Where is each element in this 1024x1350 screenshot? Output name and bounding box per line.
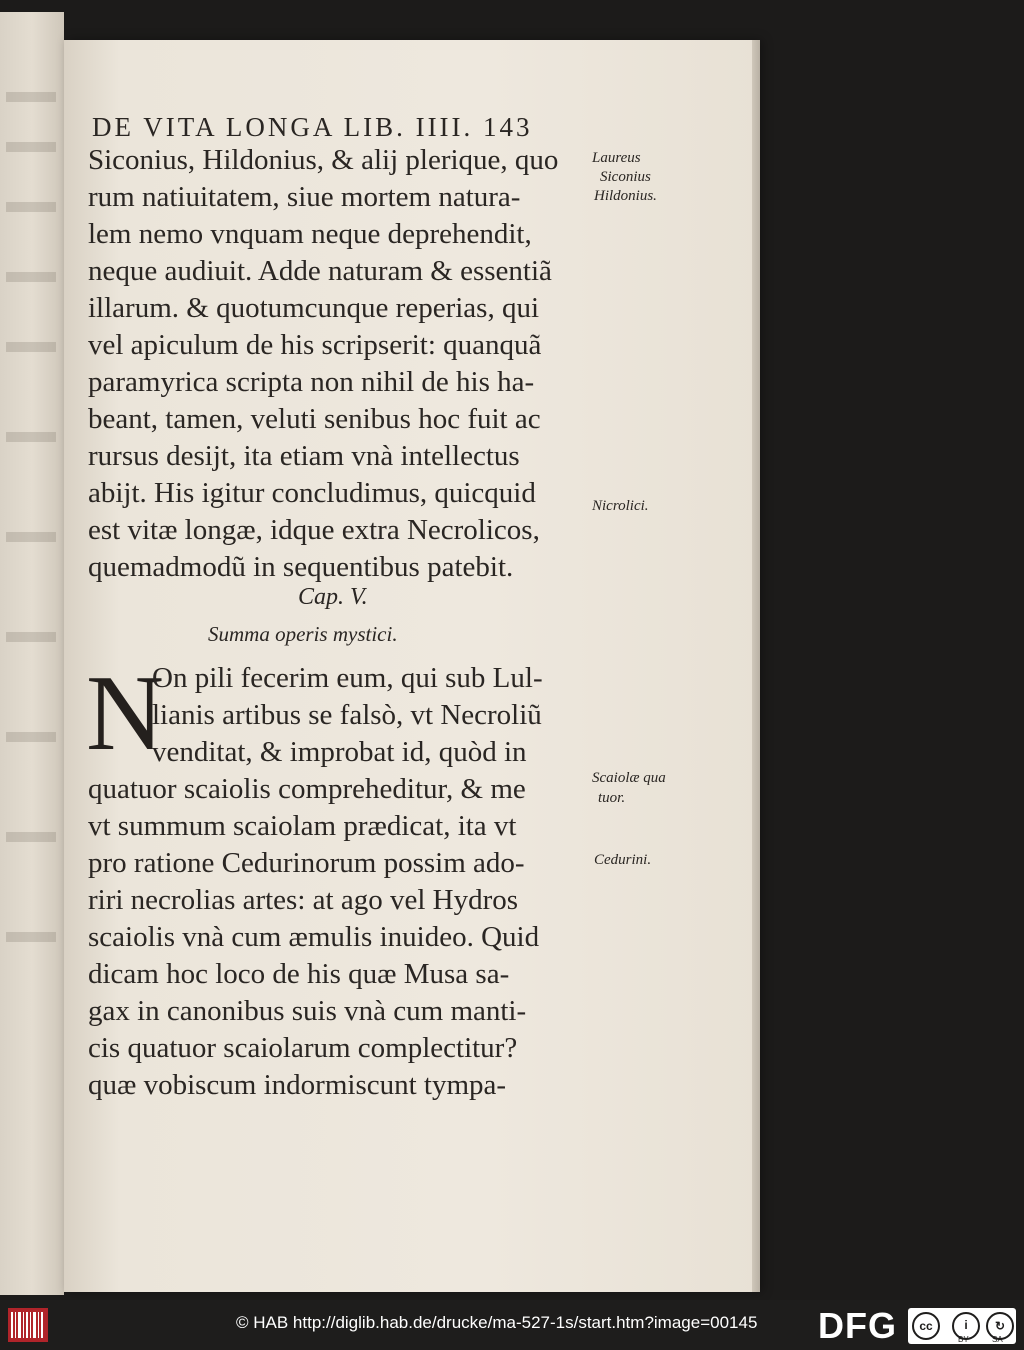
copyright-link[interactable]: © HAB http://diglib.hab.de/drucke/ma-527-1s/start.htm?image=00145 — [236, 1313, 758, 1332]
hab-barcode-icon — [8, 1308, 48, 1342]
page-edge — [752, 40, 760, 1292]
dfg-logo: DFG — [818, 1305, 897, 1346]
share-alike-icon: ↻ — [986, 1312, 1014, 1340]
margin-note-tuor: tuor. — [598, 790, 626, 806]
margin-note-hildonius: Hildonius. — [594, 188, 657, 204]
margin-note-cedurini: Cedurini. — [594, 852, 652, 868]
chapter-line: riri necrolias artes: at ago vel Hydros — [88, 884, 519, 916]
body-line: paramyrica scripta non nihil de his ha- — [88, 366, 535, 398]
running-head: DE VITA LONGA LIB. IIII. 143 — [92, 112, 533, 142]
chapter-line: venditat, & improbat id, quòd in — [152, 736, 527, 768]
body-line: illarum. & quotumcunque reperias, qui — [88, 292, 540, 324]
chapter-line: cis quatuor scaiolarum complectitur? — [88, 1032, 518, 1064]
margin-note-siconius: Siconius — [600, 169, 651, 185]
chapter-line: quæ vobiscum indormiscunt tympa- — [88, 1069, 507, 1101]
license-sa-label: SA — [992, 1335, 1003, 1344]
license-by-label: BY — [958, 1335, 969, 1344]
person-icon: i — [952, 1312, 980, 1340]
margin-note-laureus: Laureus — [592, 150, 641, 166]
body-line: est vitæ longæ, idque extra Necrolicos, — [88, 514, 540, 546]
chapter-title: Cap. V. — [298, 584, 368, 610]
body-line: quemadmodũ in sequentibus patebit. — [88, 551, 514, 583]
margin-note-scaiolae: Scaiolæ qua — [592, 770, 666, 786]
chapter-subtitle: Summa operis mystici. — [208, 622, 398, 646]
chapter-line: gax in canonibus suis vnà cum manti- — [88, 995, 527, 1027]
chapter-line: On pili fecerim eum, qui sub Lul- — [152, 662, 543, 694]
chapter-line: dicam hoc loco de his quæ Musa sa- — [88, 958, 510, 990]
chapter-line: scaiolis vnà cum æmulis inuideo. Quid — [88, 921, 540, 953]
drop-cap: N — [86, 654, 164, 773]
chapter-line: vt summum scaiolam prædicat, ita vt — [88, 810, 517, 842]
body-line: Siconius, Hildonius, & alij plerique, quo — [88, 144, 559, 176]
body-line: beant, tamen, veluti senibus hoc fuit ac — [88, 403, 541, 435]
margin-note-nicrolici: Nicrolici. — [592, 498, 649, 514]
body-line: rursus desijt, ita etiam vnà intellectus — [88, 440, 520, 472]
body-line: rum natiuitatem, siue mortem natura- — [88, 181, 521, 213]
cc-icon: cc — [912, 1312, 940, 1340]
body-line: neque audiuit. Adde naturam & essentiã — [88, 255, 552, 287]
body-line: vel apiculum de his scripserit: quanquã — [88, 329, 542, 361]
cc-license-badge[interactable] — [908, 1308, 1016, 1344]
body-line: lem nemo vnquam neque deprehendit, — [88, 218, 532, 250]
body-line: abijt. His igitur concludimus, quicquid — [88, 477, 536, 509]
chapter-line: pro ratione Cedurinorum possim ado- — [88, 847, 525, 879]
chapter-line: lianis artibus se falsò, vt Necroliũ — [152, 699, 542, 731]
chapter-line: quatuor scaiolis compreheditur, & me — [88, 773, 526, 805]
previous-page-strip — [0, 12, 64, 1295]
